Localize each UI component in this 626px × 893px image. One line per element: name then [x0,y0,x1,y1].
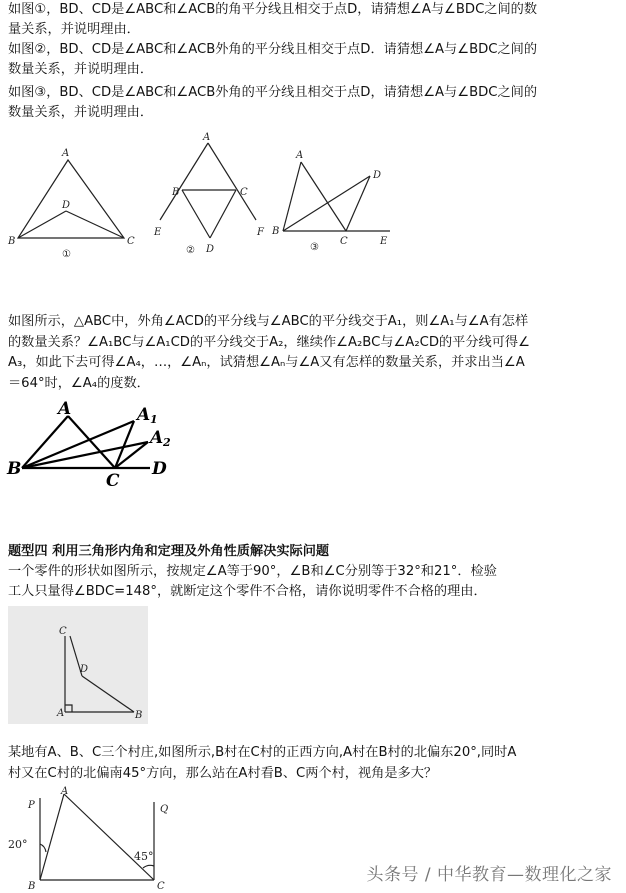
p3-label-d: D [80,664,89,675]
p3-line-2: 工人只量得∠BDC=148°，就断定这个零件不合格，请你说明零件不合格的理由． [8,584,487,599]
p2-label-b: B [7,459,22,479]
fig1-label-b: B [8,236,16,247]
p2-label-a1-sub: 1 [150,413,158,426]
p3-label-a: A [57,708,65,719]
figure-1 [18,160,124,238]
p3-figure [8,606,148,724]
p2-label-a2-sub: 2 [163,436,171,449]
p4-line-1: 某地有A、B、C三个村庄,如图所示,B村在C村的正西方向,A村在B村的北偏东20°,同时A [8,745,517,760]
p4-label-b: B [28,881,36,892]
p2-line-2: 的数量关系？∠A₁BC与∠A₁CD的平分线交于A₂，继续作∠A₂BC与∠A₂CD的平分线可得∠ [8,335,530,350]
p4-angle-45: 45° [134,850,154,863]
p1-figures [0,128,420,268]
section-4-heading: 题型四 利用三角形内角和定理及外角性质解决实际问题 [8,544,330,559]
watermark-text: 头条号 / 中华教育—数理化之家 [366,865,612,885]
p1-line-1: 如图①，BD、CD是∠ABC和∠ACB的角平分线且相交于点D，请猜想∠A与∠BDC之间的数 [8,2,538,17]
p4-label-p: P [28,800,35,811]
fig1-label-a: A [62,148,70,159]
p1-line-4: 数量关系，并说明理由． [8,62,154,77]
p4-label-a: A [61,786,69,797]
p2-line-4: ＝64°时，∠A₄的度数． [8,376,150,391]
p2-label-a: A [58,399,72,419]
p1-line-5: 如图③，BD、CD是∠ABC和∠ACB外角的平分线且相交于点D，请猜想∠A与∠BDC之间的 [8,85,538,100]
fig2-label-a: A [203,132,211,143]
p2-line-1: 如图所示，△ABC中，外角∠ACD的平分线与∠ABC的平分线交于A₁，则∠A₁与∠A有怎样 [8,314,529,329]
fig3-label-e: E [380,236,388,247]
fig3-label-a: A [296,150,304,161]
p4-label-c: C [157,881,165,892]
p4-figure [0,786,200,893]
fig2-label-b: B [172,187,180,198]
p4-label-q: Q [160,804,169,815]
fig3-label-c: C [340,236,348,247]
p4-angle-20: 20° [8,838,28,851]
p1-line-3: 如图②，BD、CD是∠ABC和∠ACB外角的平分线且相交于点D．请猜想∠A与∠BDC之间的 [8,42,538,57]
fig3-label-d: D [373,170,382,181]
fig2-label-e: E [154,227,162,238]
p2-line-3: A₃，如此下去可得∠A₄，…，∠Aₙ，试猜想∠Aₙ与∠A又有怎样的数量关系，并求出当∠A [8,355,525,370]
p1-line-2: 量关系，并说明理由． [8,22,140,37]
fig2-label-d: D [206,244,215,255]
fig1-label-d: D [62,200,71,211]
p3-line-1: 一个零件的形状如图所示，按规定∠A等于90°，∠B和∠C分别等于32°和21°．检验 [8,564,497,579]
fig2-label-c: C [240,187,248,198]
p2-label-d: D [152,459,167,479]
fig2-number: ② [186,245,195,256]
fig3-label-b: B [272,226,280,237]
p2-label-c: C [106,471,120,491]
p3-label-b: B [135,710,143,721]
fig2-label-f: F [257,227,264,238]
fig1-label-c: C [127,236,135,247]
p2-label-a2: A [150,428,164,448]
p1-line-6: 数量关系，并说明理由． [8,105,154,120]
p2-label-a1: A [137,405,151,425]
p2-figure [0,396,190,492]
fig3-number: ③ [310,242,319,253]
fig1-number: ① [62,249,71,260]
p3-label-c: C [59,626,67,637]
p4-line-2: 村又在C村的北偏南45°方向，那么站在A村看B、C两个村，视角是多大？ [8,766,438,781]
